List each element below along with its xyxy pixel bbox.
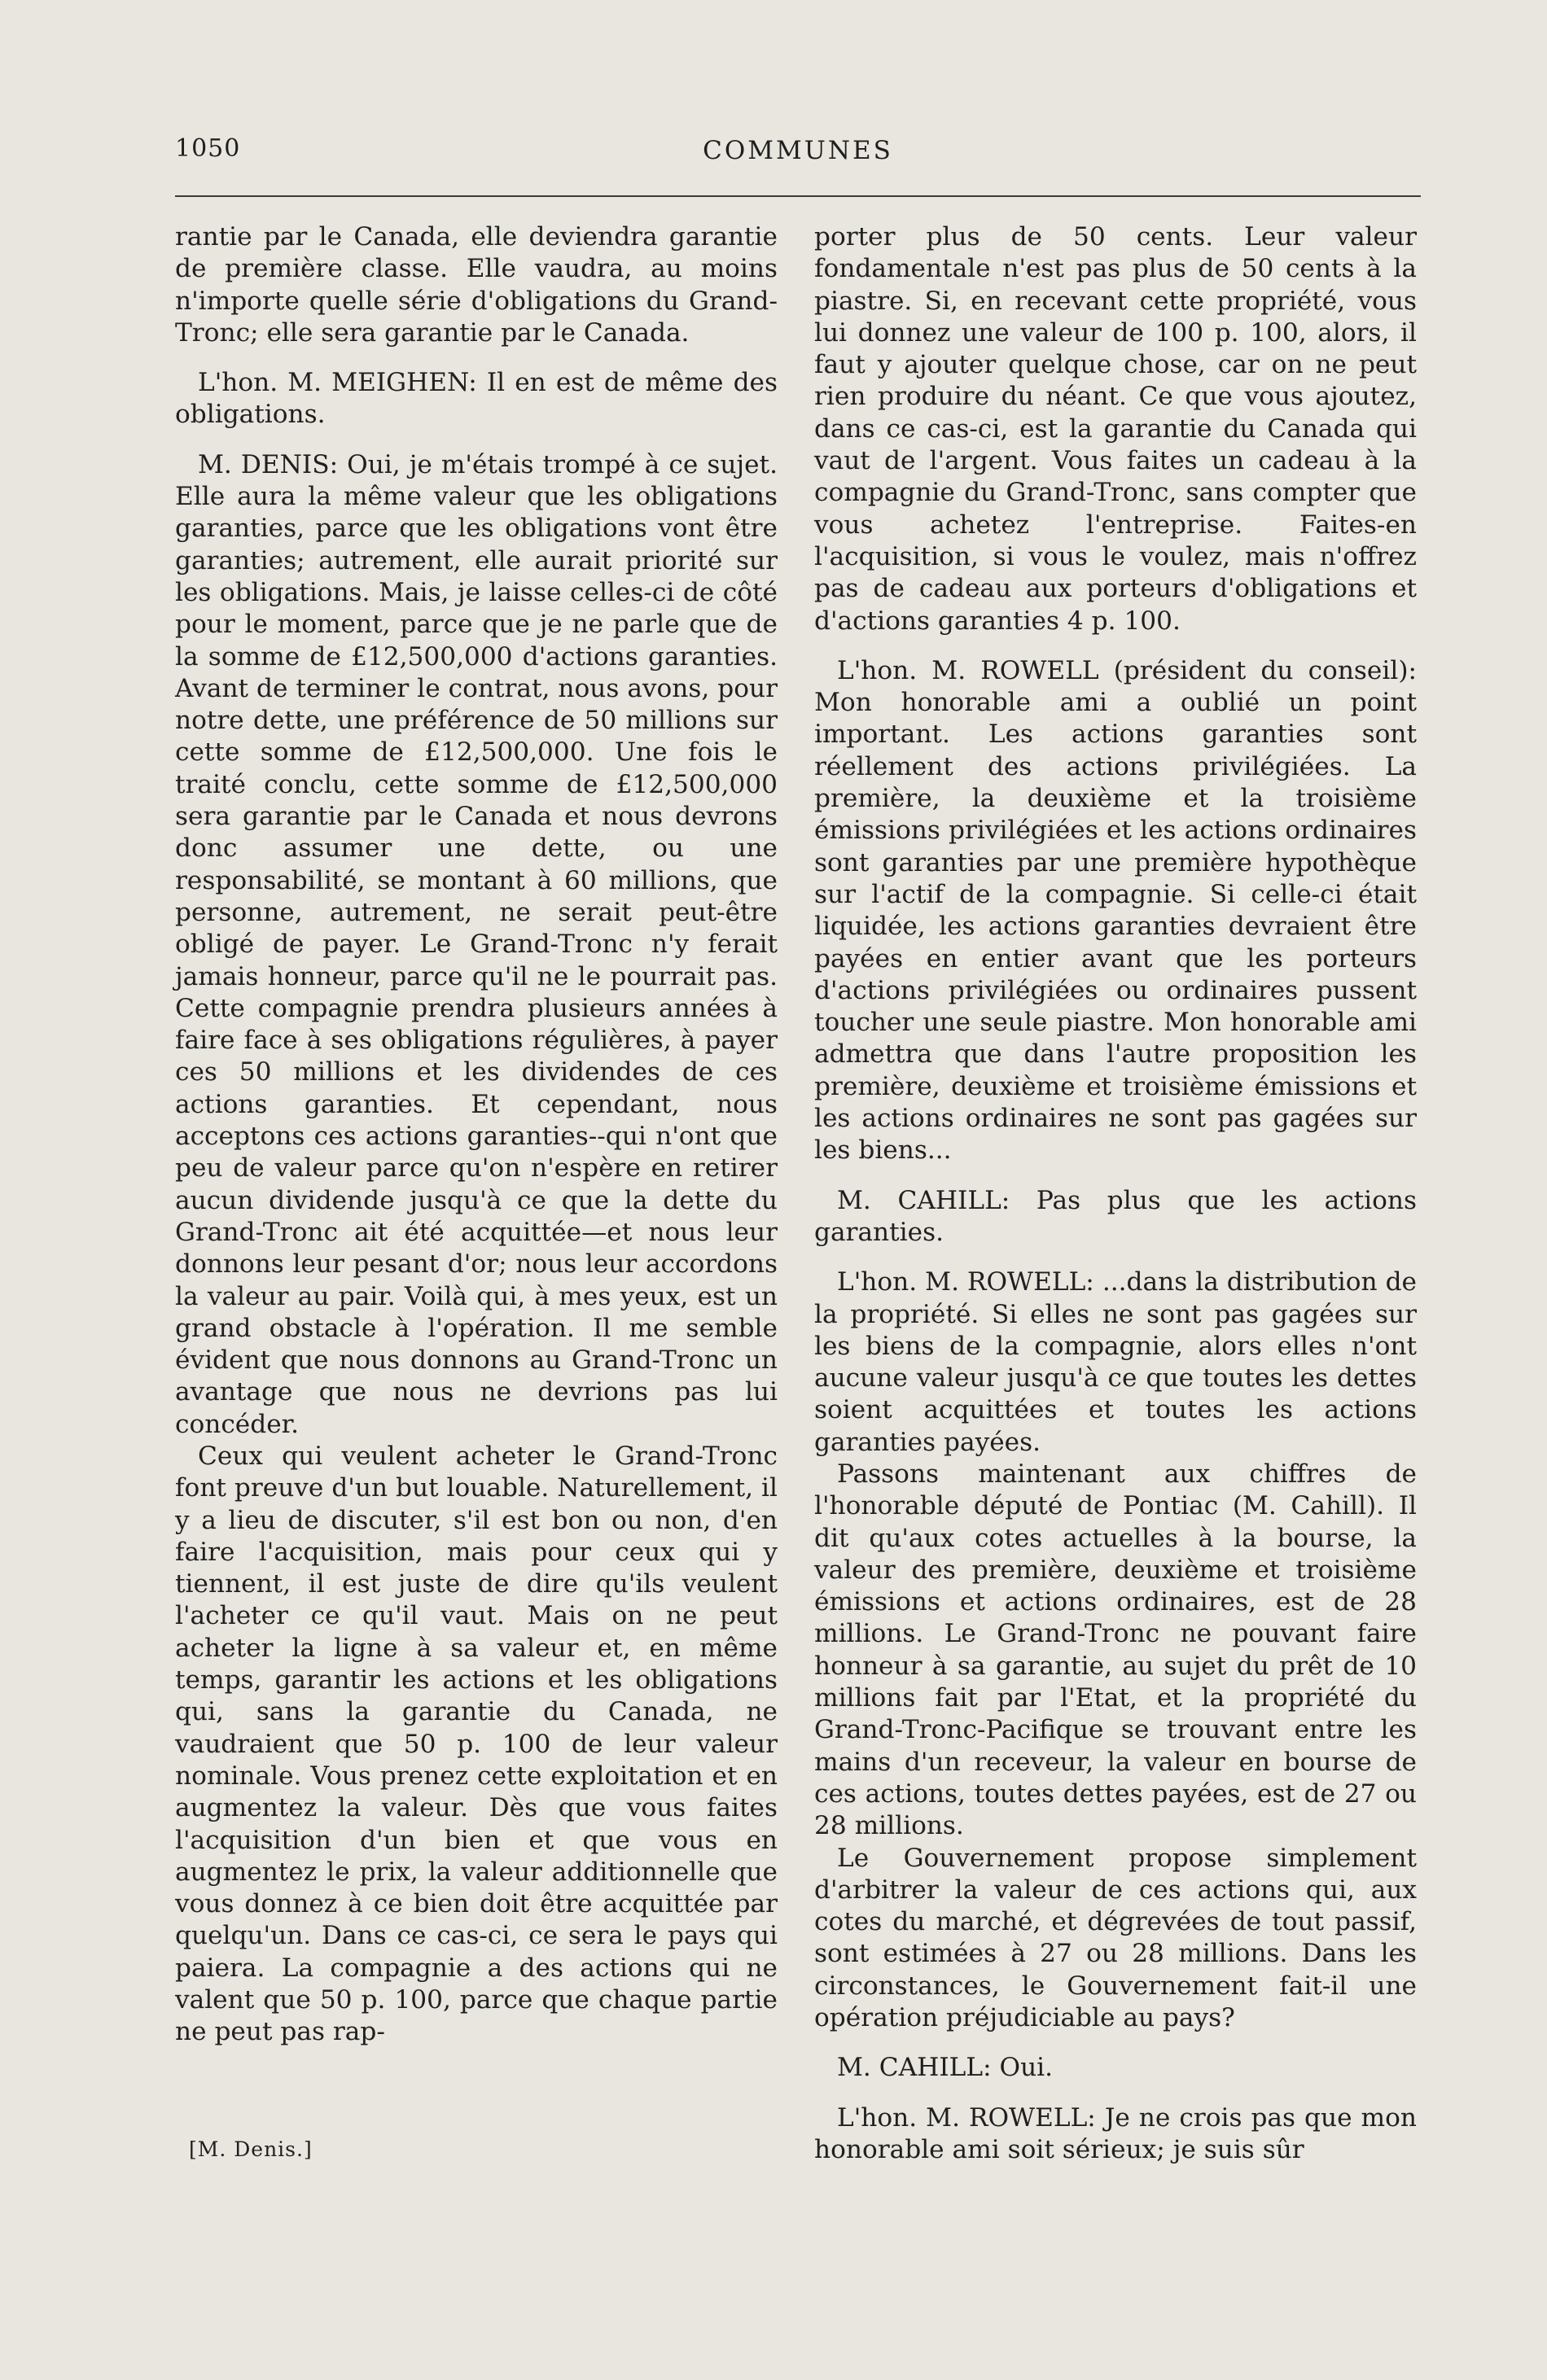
header-rule	[175, 195, 1421, 197]
left-column	[175, 221, 778, 2049]
paragraph: Passons maintenant aux chiffres de l'honorable député de Pontiac (M. Cahill). Il dit qu'aux cotes actuelles à la bourse, la valeur des première, deuxième et troisième émissions et actions ordinaires, est de 28 millions. Le Grand-Tronc ne pouvant faire honneur à sa garantie, au sujet du prêt de 10 millions fait par l'Etat, et la propriété du Grand-Tronc-Pacifique se trouvant entre les mains d'un receveur, la valeur en bourse de ces actions, toutes dettes payées, est de 27 ou 28 millions.	[814, 1459, 1417, 1841]
right-column	[814, 221, 1417, 2166]
page-number: 1050	[175, 134, 241, 163]
paragraph: rantie par le Canada, elle deviendra garantie de première classe. Elle vaudra, au moins n'importe quelle série d'obligations du Grand-Tronc; elle sera garantie par le Canada.	[175, 222, 778, 348]
paragraph: Ceux qui veulent acheter le Grand-Tronc font preuve d'un but louable. Naturellement, il y a lieu de discuter, s'il est bon ou non, d'en faire l'acquisition, mais pour ceux qui y tiennent, il est juste de dire qu'ils veulent l'acheter ce qu'il vaut. Mais on ne peut acheter la ligne à sa valeur et, en même temps, garantir les actions et les obligations qui, sans la garantie du Canada, ne vaudraient que 50 p. 100 de leur valeur nominale. Vous prenez cette exploitation et en augmentez la valeur. Dès que vous faites l'acquisition d'un bien et que vous en augmentez le prix, la valeur additionnelle que vous donnez à ce bien doit être acquittée par quelqu'un. Dans ce cas-ci, ce sera le pays qui paiera. La compagnie a des actions qui ne valent que 50 p. 100, parce que chaque partie ne peut pas rap-	[175, 1441, 778, 2047]
paragraph: porter plus de 50 cents. Leur valeur fondamentale n'est pas plus de 50 cents à la piastre. Si, en recevant cette propriété, vous lui donnez une valeur de 100 p. 100, alors, il faut y ajouter quelque chose, car on ne peut rien produire du néant. Ce que vous ajoutez, dans ce cas-ci, est la garantie du Canada qui vaut de l'argent. Vous faites un cadeau à la compagnie du Grand-Tronc, sans compter que vous achetez l'entreprise. Faites-en l'acquisition, si vous le voulez, mais n'offrez pas de cadeau aux porteurs d'obligations et d'actions garanties 4 p. 100.	[814, 222, 1417, 636]
paragraph: M. DENIS: Oui, je m'étais trompé à ce sujet. Elle aura la même valeur que les obligations garanties, parce que les obligations vont être garanties; autrement, elle aurait priorité sur les obligations. Mais, je laisse celles-ci de côté pour le moment, parce que je ne parle que de la somme de £12,500,000 d'actions garanties. Avant de terminer le contrat, nous avons, pour notre dette, une préférence de 50 millions sur cette somme de £12,500,000. Une fois le traité conclu, cette somme de £12,500,000 sera garantie par le Canada et nous devrons donc assumer une dette, ou une responsabilité, se montant à 60 millions, que personne, autrement, ne serait peut-être obligé de payer. Le Grand-Tronc n'y ferait jamais honneur, parce qu'il ne le pourrait pas. Cette compagnie prendra plusieurs années à faire face à ses obligations régulières, à payer ces 50 millions et les dividendes de ces actions garanties. Et cependant, nous acceptons ces actions garanties--qui n'ont que peu de valeur parce qu'on n'espère en retirer aucun dividende jusqu'à ce que la dette du Grand-Tronc ait été acquittée—et nous leur donnons leur pesant d'or; nous leur accordons la valeur au pair. Voilà qui, à mes yeux, est un grand obstacle à l'opération. Il me semble évident que nous donnons au Grand-Tronc un avantage que nous ne devrions pas lui concéder.	[175, 449, 778, 1439]
paragraph: Le Gouvernement propose simplement d'arbitrer la valeur de ces actions qui, aux cotes du marché, et dégrevées de tout passif, sont estimées à 27 ou 28 millions. Dans les circonstances, le Gouvernement fait-il une opération préjudiciable au pays?	[814, 1843, 1417, 2033]
paragraph: L'hon. M. ROWELL (président du conseil): Mon honorable ami a oublié un point important. Les actions garanties sont réellement des actions privilégiées. La première, la deuxième et la troisième émissions privilégiées et les actions ordinaires sont garanties par une première hypothèque sur l'actif de la compagnie. Si celle-ci était liquidée, les actions garanties devraient être payées en entier avant que les porteurs d'actions privilégiées ou ordinaires pussent toucher une seule piastre. Mon honorable ami admettra que dans l'autre proposition les première, deuxième et troisième émissions et les actions ordinaires ne sont pas gagées sur les biens...	[814, 655, 1417, 1166]
speaker-reference: [M. Denis.]	[189, 2137, 313, 2161]
paragraph: L'hon. M. ROWELL: Je ne crois pas que mon honorable ami soit sérieux; je suis sûr	[814, 2102, 1417, 2164]
paragraph: L'hon. M. ROWELL: ...dans la distribution de la propriété. Si elles ne sont pas gagées sur les biens de la compagnie, alors elles n'ont aucune valeur jusqu'à ce que toutes les dettes soient acquittées et toutes les actions garanties payées.	[814, 1267, 1417, 1457]
running-title: COMMUNES	[703, 136, 893, 165]
paragraph: L'hon. M. MEIGHEN: Il en est de même des obligations.	[175, 368, 778, 430]
paragraph: M. CAHILL: Pas plus que les actions garanties.	[814, 1185, 1417, 1247]
page-header	[175, 134, 1421, 175]
paragraph: M. CAHILL: Oui.	[837, 2053, 1054, 2083]
